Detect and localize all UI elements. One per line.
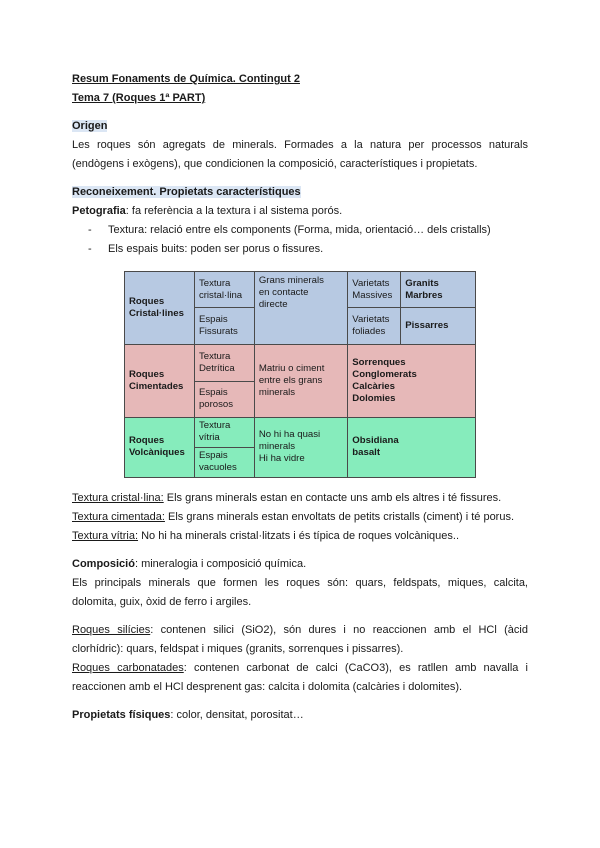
propietats-text: : color, densitat, porositat… (170, 709, 304, 721)
cell-espais-fissurats: Espais Fissurats (194, 308, 254, 345)
cell-desc-cristallines: Grans minerals en contacte directe (254, 272, 347, 345)
document-page (72, 70, 528, 259)
composicio-label: Composició (72, 558, 135, 570)
petrografia-text: : fa referència a la textura i al sistema porós. (125, 205, 343, 217)
petrografia-label: Petografia (72, 205, 126, 217)
silicies-label: Roques silícies (72, 624, 151, 636)
cell-espais-vacuoles: Espais vacuoles (194, 447, 254, 477)
cell-desc-volcaniques: No hi ha quasi minerals Hi ha vidre (254, 417, 347, 477)
cell-desc-cimentades: Matriu o ciment entre els grans minerals (254, 345, 347, 417)
cell-varietats-foliades: Varietats foliades (348, 308, 401, 345)
section-heading-origen: Origen (72, 120, 108, 132)
origen-line-2: (endògens i exògens), que condicionen la composició, característiques i propietats. (72, 158, 478, 170)
row-name-cimentades: Roques Cimentades (125, 345, 195, 417)
composicio-line-2: dolomita, guix, òxid de ferro i argiles. (72, 596, 252, 608)
cell-examples-foliades: Pissarres (401, 308, 476, 345)
texture-text: Els grans minerals estan envoltats de petits cristalls (ciment) i té porus. (164, 511, 515, 523)
petrografia-bullets (72, 221, 528, 259)
texture-label: Textura cimentada: (72, 511, 165, 523)
propietats-label: Propietats físiques (72, 709, 171, 721)
cell-examples-cimentades: Sorrenques Conglomerats Calcàries Dolomies (348, 345, 476, 417)
row-name-cristallines: Roques Cristal·lines (125, 272, 195, 345)
cell-textura-cristallina: Textura cristal·lina (194, 272, 254, 308)
texture-text: No hi ha minerals cristal·litzats i és típica de roques volcàniques.. (138, 530, 460, 542)
origen-line-1: Les roques són agregats de minerals. Formades a la natura per processos naturals (72, 139, 528, 151)
carbonatades-line-2: reaccionen amb el HCl desprenent gas: calcita i dolomita (calcàries i dolomites). (72, 681, 463, 693)
composicio-line (72, 555, 528, 574)
doc-title: Resum Fonaments de Química. Contingut 2 (72, 73, 300, 85)
carbonatades-line-1 (72, 659, 528, 678)
bullet-item: - Textura: relació entre els components (Forma, mida, orientació… dels cristalls) (88, 221, 528, 240)
doc-subtitle: Tema 7 (Roques 1ª PART) (72, 92, 206, 104)
composicio-line-1: Els principals minerals que formen les roques són: quars, feldspats, miques, calcita, (72, 577, 528, 589)
silicies-text: : contenen silici (SiO2), són dures i no reaccionen amb el HCl (àcid (150, 624, 528, 636)
texture-definition (72, 527, 528, 546)
cell-textura-vitria: Textura vítria (194, 417, 254, 447)
texture-label: Textura vítria: (72, 530, 139, 542)
petrografia-line (72, 202, 528, 221)
cell-varietats-massives: Varietats Massives (348, 272, 401, 308)
row-name-volcaniques: Roques Volcàniques (125, 417, 195, 477)
rock-classification-table (124, 271, 476, 478)
texture-label: Textura cristal·lina: (72, 492, 164, 504)
propietats-line (72, 706, 528, 725)
carbonatades-label: Roques carbonatades (72, 662, 184, 674)
texture-text: Els grans minerals estan en contacte uns amb els altres i té fissures. (163, 492, 502, 504)
section-heading-reconeixement: Reconeixement. Propietats característiques (72, 186, 301, 198)
cell-espais-porosos: Espais porosos (194, 381, 254, 417)
bullet-item: - Els espais buits: poden ser porus o fissures. (88, 240, 528, 259)
silicies-line-2: clorhídric): quars, feldspat i miques (granits, sorrenques i pissarres). (72, 643, 404, 655)
cell-textura-detritica: Textura Detrítica (194, 345, 254, 381)
document-page-lower (72, 489, 528, 725)
cell-examples-volcaniques: Obsidiana basalt (348, 417, 476, 477)
texture-definition (72, 489, 528, 508)
composicio-text: : mineralogia i composició química. (134, 558, 307, 570)
cell-examples-massives: Granits Marbres (401, 272, 476, 308)
texture-definition (72, 508, 528, 527)
silicies-line-1 (72, 621, 528, 640)
carbonatades-text: : contenen carbonat de calci (CaCO3), es ratllen amb navalla i (183, 662, 528, 674)
